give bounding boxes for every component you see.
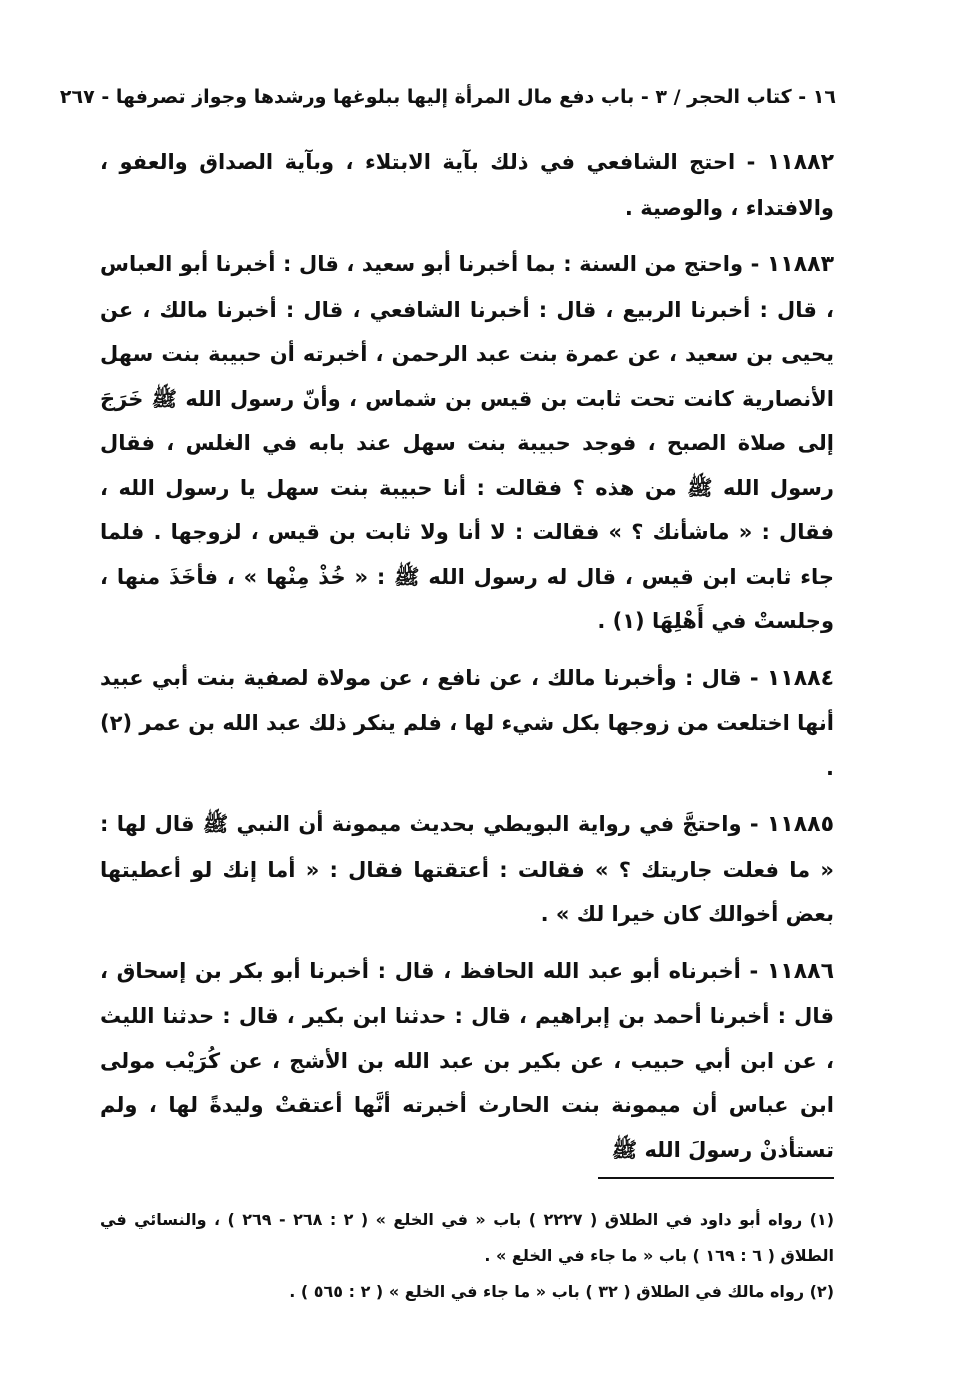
paragraph (100, 656, 834, 791)
main-text (100, 140, 834, 1184)
running-title: ١٦ - كتاب الحجر / ٣ - باب دفع مال المرأة إليها ببلوغها ورشدها وجواز تصرفها - ٢٦٧ (59, 86, 836, 108)
paragraph-text: - قال : وأخبرنا مالك ، عن نافع ، عن مولاة لصفية بنت أبي عبيد أنها اختلعت من زوجها بكل شيء لها ، فلم ينكر ذلك عبد الله بن عمر (٢) . (100, 665, 834, 780)
paragraph-text: - واحتجَّ في رواية البويطي بحديث ميمونة أن النبي ﷺ قال لها : « ما فعلت جاريتك ؟ » فقالت : أعتقتها فقال : « أما إنك لو أعطيتها بعض أخوالك كان خيرا لك » . (100, 812, 834, 926)
footnote: (٢) رواه مالك في الطلاق ( ٣٢ ) باب « ما جاء في الخلع » ( ٢ : ٥٦٥ ) . (289, 1282, 834, 1301)
paragraph (100, 242, 834, 644)
paragraph-text: - واحتج من السنة : بما أخبرنا أبو سعيد ، قال : أخبرنا أبو العباس ، قال : أخبرنا الربيع ، قال : أخبرنا الشافعي ، قال : أخبرنا مالك ، عن يحيى بن سعيد ، عن عمرة بنت عبد الرحمن ، أخبرته أن حبيبة بنت سهل الأنصارية كانت تحت ثابت بن قيس بن شماس ، وأنّ رسول الله ﷺ خَرَجَ إلى صلاة الصبح ، فوجد حبيبة بنت سهل عند بابه في الغلس ، فقال رسول الله ﷺ من هذه ؟ فقالت : أنا حبيبة بنت سهل يا رسول الله ، فقال : « ماشأنك ؟ » فقالت : لا أنا ولا ثابت بن قيس ، لزوجها . فلما جاء ثابت ابن قيس ، قال له رسول الله ﷺ : « خُذْ مِنْها » ، فأخَذَ منها ، وجلستْ في أَهْلِهَا (١) . (100, 252, 834, 633)
paragraph-number: ١١٨٨٥ (766, 812, 834, 837)
paragraph (100, 140, 834, 230)
paragraph-text: - احتج الشافعي في ذلك بآية الابتلاء ، وبآية الصداق والعفو ، والافتداء ، والوصية . (100, 150, 834, 220)
paragraph-number: ١١٨٨٢ (766, 150, 834, 175)
paragraph-number: ١١٨٨٦ (766, 958, 834, 984)
paragraph (100, 802, 834, 937)
paragraph-text: - أخبرناه أبو عبد الله الحافظ ، قال : أخبرنا أبو بكر بن إسحاق ، قال : أخبرنا أحمد بن إبراهيم ، قال : حدثنا ابن بكير ، قال : حدثنا الليث ، عن ابن أبي حبيب ، عن بكير بن عبد الله بن الأشج ، عن كُرَيْب مولى ابن عباس أن ميمونة بنت الحارث أخبرته أنَّها أعتقتْ وليدةً لها ، ولم تستأذنْ رسولَ الله ﷺ (100, 958, 834, 1162)
footnote-separator (598, 1177, 834, 1179)
paragraph (100, 949, 834, 1173)
footnote: (١) رواه أبو داود في الطلاق ( ٢٢٢٧ ) باب « في الخلع » ( ٢ : ٢٦٨ - ٢٦٩ ) ، والنسائي في الطلاق ( ٦ : ١٦٩ ) باب « ما جاء في الخلع » . (100, 1210, 834, 1265)
paragraph-number: ١١٨٨٤ (766, 665, 834, 691)
page-header (59, 82, 836, 112)
footnotes (100, 1202, 834, 1310)
paragraph-number: ١١٨٨٣ (766, 252, 834, 277)
